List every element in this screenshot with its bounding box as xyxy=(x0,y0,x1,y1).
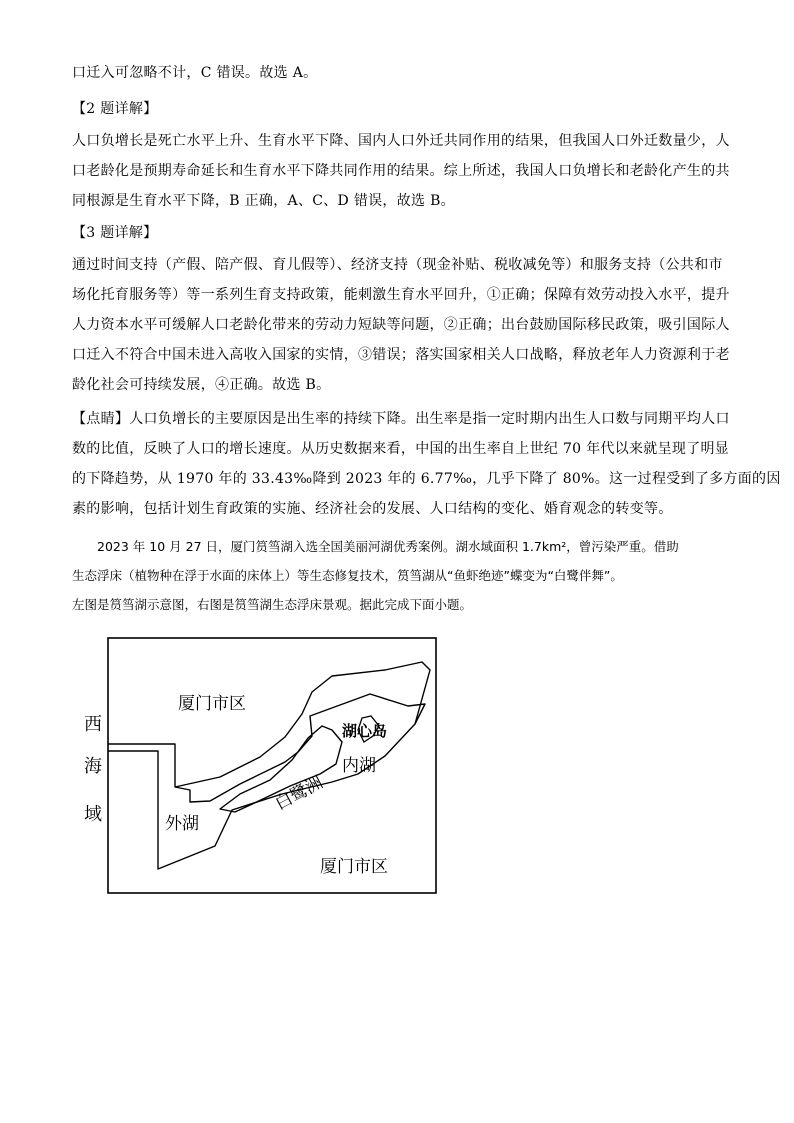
map-label-west-sea-2: 海 xyxy=(84,756,102,777)
text-line: 口迁入不符合中国未进入高收入国家的实情，③错误；落实国家相关人口战略，释放老年人力资源利于老 xyxy=(72,347,730,363)
text-line: 2023 年 10 月 27 日，厦门筼筜湖入选全国美丽河湖优秀案例。湖水域面积 1.7km²，曾污染严重。借助 xyxy=(72,539,679,554)
text-line: 人口负增长是死亡水平上升、生育水平下降、国内人口外迁共同作用的结果，但我国人口外迁数量少，人 xyxy=(72,133,730,149)
map-label-city-bottom: 厦门市区 xyxy=(320,857,388,877)
text-line: 龄化社会可持续发展，④正确。故选 B。 xyxy=(72,377,331,393)
map-label-island: 湖心岛 xyxy=(342,722,388,740)
section-heading: 【3 题详解】 xyxy=(72,225,158,241)
heading-q2-detail xyxy=(72,94,722,124)
text-line: 数的比值，反映了人口的增长速度。从历史数据来看，中国的出生率自上世纪 70 年代以来就呈现了明显 xyxy=(72,441,730,457)
heading-q3-detail xyxy=(72,218,722,248)
text-line: 生态浮床（植物种在浮于水面的床体上）等生态修复技术，筼筜湖从“鱼虾绝迹”蝶变为“白鹭伴舞”。 xyxy=(72,568,623,583)
map-label-city-top: 厦门市区 xyxy=(178,694,246,714)
text-line: 通过时间支持（产假、陪产假、育儿假等）、经济支持（现金补贴、税收减免等）和服务支持（公共和市 xyxy=(72,257,723,273)
text-line: 口迁入可忽略不计，C 错误。故选 A。 xyxy=(72,65,318,81)
map-label-outer-lake: 外湖 xyxy=(165,814,199,834)
map-label-egret-islet: 白鹭洲 xyxy=(271,772,327,815)
text-line: 左图是筼筜湖示意图，右图是筼筜湖生态浮床景观。据此完成下面小题。 xyxy=(72,597,473,612)
text-line: 人力资本水平可缓解人口老龄化带来的劳动力短缺等问题，②正确；出台鼓励国际移民政策，吸引国际人 xyxy=(72,317,730,333)
channel-north-shore xyxy=(175,662,430,787)
question-intro xyxy=(72,532,732,619)
text-line: 素的影响，包括计划生育政策的实施、经济社会的发展、人口结构的变化、婚育观念的转变等。 xyxy=(72,501,673,517)
paragraph-q2 xyxy=(72,126,730,216)
text-line: 的下降趋势，从 1970 年的 33.43‰降到 2023 年的 6.77‰，几乎下降了 80%。这一过程受到了多方面的因 xyxy=(72,471,781,487)
map-frame xyxy=(108,638,436,893)
text-line: 【点睛】人口负增长的主要原因是出生率的持续下降。出生率是指一定时期内出生人口数与同期平均人口 xyxy=(72,411,730,427)
text-line: 同根源是生育水平下降，B 正确，A、C、D 错误，故选 B。 xyxy=(72,193,455,209)
map-label-west-sea-1: 西 xyxy=(84,714,102,735)
text-line: 场化托育服务等）等一系列生育支持政策，能刺激生育水平回升，①正确；保障有效劳动投入水平，提升 xyxy=(72,287,730,303)
paragraph-key-point xyxy=(72,404,781,524)
map-label-inner-lake: 内湖 xyxy=(342,756,376,776)
text-line: 口老龄化是预期寿命延长和生育水平下降共同作用的结果。综上所述，我国人口负增长和老龄化产生的共 xyxy=(72,163,730,179)
map-label-west-sea-3: 域 xyxy=(84,804,102,825)
paragraph-q1-tail xyxy=(72,58,722,88)
yundang-lake-map xyxy=(70,632,450,897)
map-figure xyxy=(70,632,450,897)
section-heading: 【2 题详解】 xyxy=(72,101,158,117)
paragraph-q3 xyxy=(72,250,730,400)
